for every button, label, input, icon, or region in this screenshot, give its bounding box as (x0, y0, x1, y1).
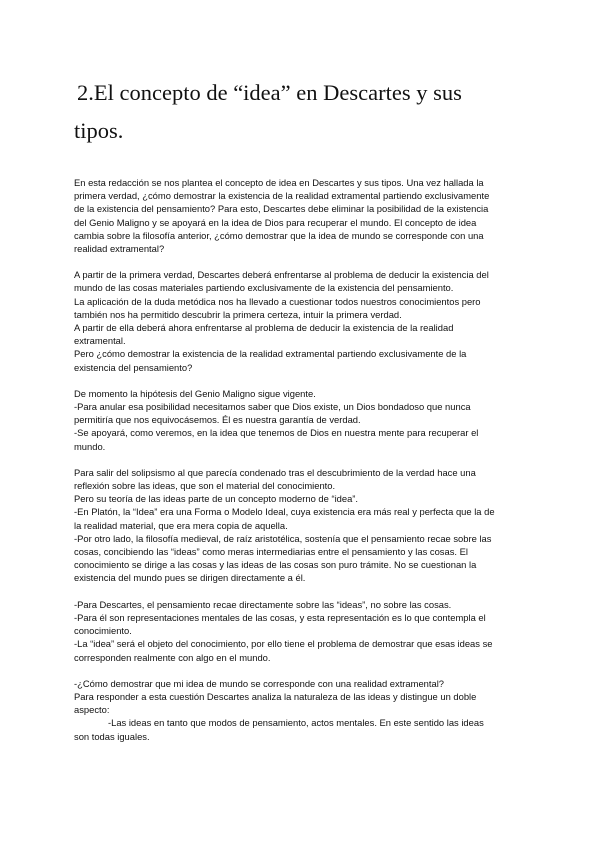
text-line: extramental. (74, 335, 126, 347)
text-line: del Genio Maligno y se apoyará en la idea de Dios para recuperar el mundo. El concepto de idea (74, 216, 477, 228)
text-line: mundo. (74, 440, 106, 452)
text-line: cambia sobre la filosofía anterior, ¿cómo demostrar que la idea de mundo se corresponde con una (74, 229, 484, 241)
text-line: A partir de la primera verdad, Descartes deberá enfrentarse al problema de deducir la existencia del (74, 269, 489, 281)
paragraph-intro (74, 176, 526, 255)
text-line: -¿Cómo demostrar que mi idea de mundo se corresponde con una realidad extramental? (74, 677, 444, 689)
paragraph-naturaleza-ideas (74, 677, 526, 743)
text-line: En esta redacción se nos plantea el concepto de idea en Descartes y sus tipos. Una vez hallada la (74, 177, 484, 188)
text-line: la realidad material, que era mera copia de aquella. (74, 519, 288, 531)
text-line: también nos ha permitido descubrir la primera certeza, intuir la primera verdad. (74, 308, 402, 320)
text-line: -Para anular esa posibilidad necesitamos saber que Dios existe, un Dios bondadoso que nunca (74, 401, 471, 413)
text-line: cosas, concibiendo las “ideas” como meras intermediarias entre el pensamiento y las cosas. El (74, 546, 468, 558)
text-line: permitiría que nos equivocásemos. Él es nuestra garantía de verdad. (74, 414, 361, 426)
text-line: mundo de las cosas materiales partiendo exclusivamente de la existencia del pensamiento. (74, 282, 454, 294)
text-line: reflexión sobre las ideas, que son el material del conocimiento. (74, 480, 336, 492)
paragraph-descartes-ideas (74, 598, 526, 664)
text-line: De momento la hipótesis del Genio Maligno sigue vigente. (74, 387, 316, 399)
title-line-1: 2.El concepto de “idea” en Descartes y sus (77, 80, 462, 105)
text-line: son todas iguales. (74, 730, 150, 742)
text-line: -Para él son representaciones mentales de las cosas, y esta representación es lo que contempla el (74, 611, 486, 623)
page-title (74, 74, 526, 150)
text-line: primera verdad, ¿cómo demostrar la existencia de la realidad extramental partiendo exclusivamente (74, 190, 490, 202)
text-line: de la existencia del pensamiento? Para esto, Descartes debe eliminar la posibilidad de la existencia (74, 203, 489, 215)
paragraph-solipsismo (74, 466, 526, 585)
paragraph-genio-maligno (74, 387, 526, 453)
text-line: -Se apoyará, como veremos, en la idea que tenemos de Dios en nuestra mente para recuperar el (74, 427, 479, 439)
text-line: La aplicación de la duda metódica nos ha llevado a cuestionar todos nuestros conocimientos pero (74, 295, 481, 307)
text-line: -La “idea” será el objeto del conocimiento, por ello tiene el problema de demostrar que esas ideas se (74, 638, 493, 650)
text-line: -Por otro lado, la filosofía medieval, de raíz aristotélica, sostenía que el pensamiento recae sobre las (74, 532, 492, 544)
text-line: aspecto: (74, 704, 110, 716)
text-line: Para salir del solipsismo al que parecía condenado tras el descubrimiento de la verdad hace una (74, 466, 476, 478)
text-line: conocimiento. (74, 625, 132, 637)
text-line: conocimiento se dirige a las cosas y las ideas de las cosas son puro trámite. No se cuestionan la (74, 559, 477, 571)
text-line-indented: -Las ideas en tanto que modos de pensamiento, actos mentales. En este sentido las ideas (108, 717, 484, 729)
text-line: -Para Descartes, el pensamiento recae directamente sobre las “ideas”, no sobre las cosas. (74, 598, 452, 610)
text-line: realidad extramental? (74, 243, 165, 255)
text-line: -En Platón, la “Idea” era una Forma o Modelo Ideal, cuya existencia era más real y perfecta que la de (74, 506, 495, 518)
text-line: A partir de ella deberá ahora enfrentarse al problema de deducir la existencia de la realidad (74, 322, 454, 334)
title-line-2: tipos. (74, 118, 124, 143)
text-line: corresponden realmente con algo en el mundo. (74, 651, 271, 663)
text-line: Para responder a esta cuestión Descartes analiza la naturaleza de las ideas y distingue un doble (74, 690, 477, 702)
paragraph-first-truth (74, 268, 526, 374)
text-line: Pero ¿cómo demostrar la existencia de la realidad extramental partiendo exclusivamente de la (74, 348, 467, 360)
text-line: existencia del mundo pues se dirigen directamente a él. (74, 572, 306, 584)
text-line: Pero su teoría de las ideas parte de un concepto moderno de “idea”. (74, 493, 359, 505)
text-line: existencia del pensamiento? (74, 361, 193, 373)
